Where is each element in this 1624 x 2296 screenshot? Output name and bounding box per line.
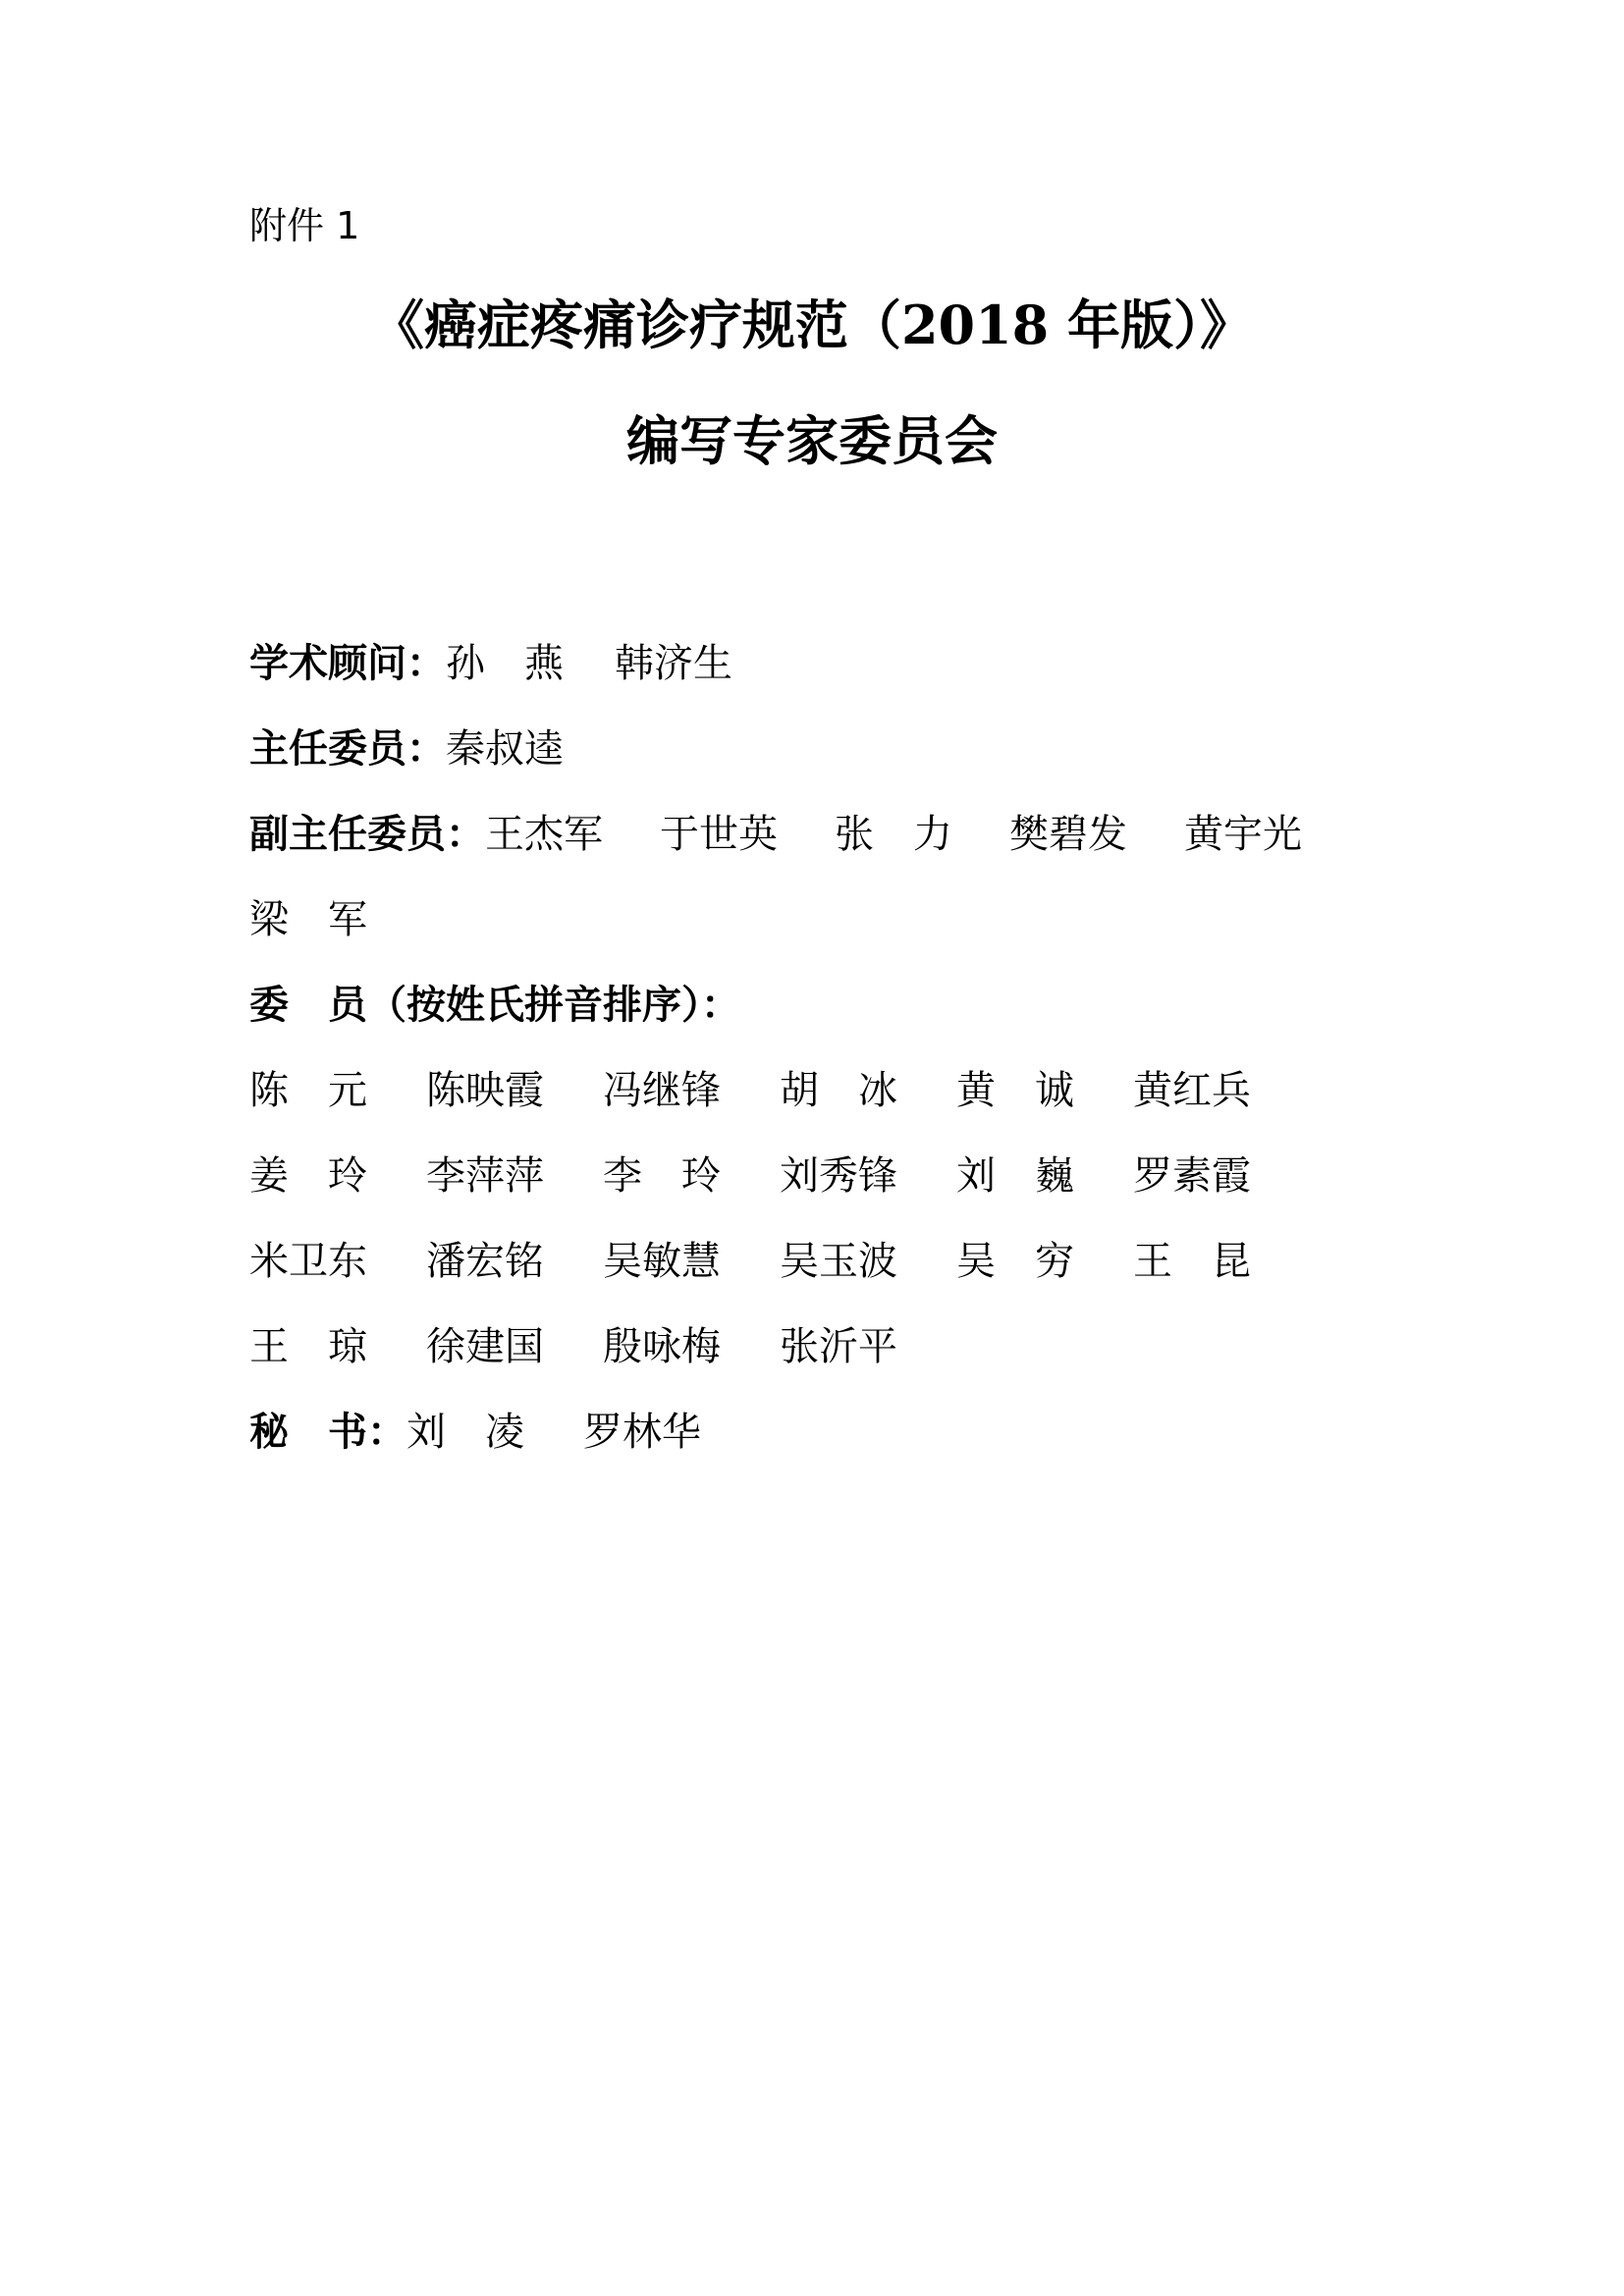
chair-name: 秦叔逵 [446, 726, 564, 772]
member-name: 陈映霞 [426, 1068, 544, 1113]
advisor-name: 韩济生 [615, 641, 732, 686]
vice-chairs-label: 副主任委员： [249, 811, 485, 857]
member-name: 李 玲 [603, 1153, 721, 1199]
secretary-label: 秘 书： [249, 1409, 406, 1455]
members-heading-row [249, 978, 740, 1033]
advisor-name: 孙 燕 [446, 641, 564, 686]
vice-chair-name: 张 力 [835, 812, 952, 857]
members-row [249, 1063, 1310, 1118]
vice-chairs-row-2 [249, 892, 367, 947]
member-name: 米卫东 [249, 1239, 367, 1284]
member-name: 陈 元 [249, 1068, 367, 1113]
secretary-name: 刘 凌 [406, 1410, 524, 1455]
member-name: 王 昆 [1133, 1239, 1251, 1284]
member-name: 潘宏铭 [426, 1239, 544, 1284]
members-label: 委 员（按姓氏拼音排序）： [249, 982, 740, 1028]
members-row [249, 1234, 1310, 1289]
member-name: 胡 冰 [780, 1068, 897, 1113]
member-name: 殷咏梅 [603, 1324, 721, 1369]
advisors-row [249, 636, 732, 691]
document-subtitle: 编写专家委员会 [626, 409, 998, 472]
member-name: 刘秀锋 [780, 1153, 897, 1199]
member-name: 刘 巍 [956, 1153, 1074, 1199]
member-name: 李萍萍 [426, 1153, 544, 1199]
vice-chair-name: 梁 军 [249, 897, 367, 942]
member-name: 黄红兵 [1133, 1068, 1251, 1113]
vice-chair-name: 于世英 [660, 812, 778, 857]
member-name: 张沂平 [780, 1324, 897, 1369]
members-row [249, 1319, 956, 1374]
chair-label: 主任委员： [249, 725, 446, 772]
member-name: 黄 诚 [956, 1068, 1074, 1113]
member-name: 王 琼 [249, 1324, 367, 1369]
document-title: 《癌症疼痛诊疗规范（2018 年版）》 [370, 294, 1254, 356]
advisors-label: 学术顾问： [249, 640, 446, 686]
member-name: 姜 玲 [249, 1153, 367, 1199]
secretary-name: 罗林华 [583, 1410, 701, 1455]
member-name: 吴敏慧 [603, 1239, 721, 1284]
member-name: 吴玉波 [780, 1239, 897, 1284]
secretary-row [249, 1405, 701, 1460]
chair-row [249, 721, 564, 776]
attachment-label: 附件 1 [249, 204, 360, 247]
member-name: 罗素霞 [1133, 1153, 1251, 1199]
vice-chairs-row [249, 807, 1302, 862]
vice-chair-name: 王杰军 [485, 812, 603, 857]
vice-chair-name: 黄宇光 [1184, 812, 1302, 857]
members-row [249, 1148, 1310, 1203]
member-name: 吴 穷 [956, 1239, 1074, 1284]
member-name: 冯继锋 [603, 1068, 721, 1113]
vice-chair-name: 樊碧发 [1009, 812, 1127, 857]
member-name: 徐建国 [426, 1324, 544, 1369]
